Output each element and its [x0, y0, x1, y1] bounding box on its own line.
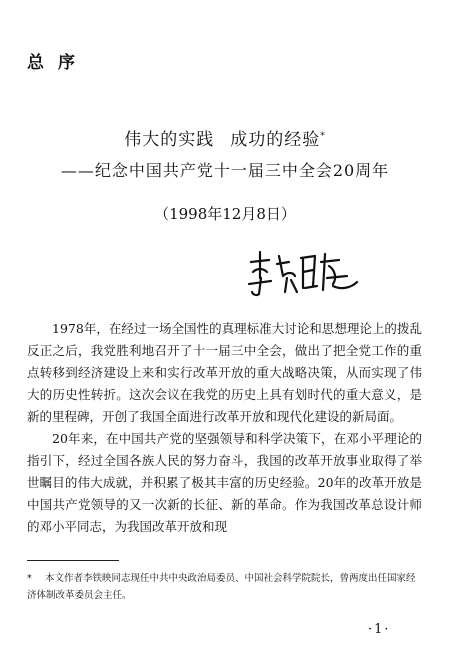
article-title-part2: 成功的经验	[230, 130, 321, 150]
footnote	[27, 570, 422, 604]
article-date: （1998年12月8日）	[154, 205, 296, 223]
article-title-part1: 伟大的实践	[124, 130, 215, 150]
body-paragraph-1: 1978年，在经过一场全国性的真理标准大讨论和思想理论上的拨乱反正之后，我党胜利地召开了十一届三中全会，做出了把全党工作的重点转移到经济建设上来和实行改革开放的重大战略决策，从而实现了伟大的历史性转折。这次会议在我党的历史上具有划时代的重大意义，是新的里程碑，开创了我国全面进行改革开放和现代化建设的新局面。	[27, 321, 422, 424]
article-subtitle: ——纪念中国共产党十一届三中全会20周年	[60, 161, 390, 180]
article-title	[0, 125, 450, 150]
footnote-divider	[27, 560, 119, 561]
footnote-reference-mark: *	[320, 131, 326, 142]
page-number: ·1·	[368, 622, 391, 637]
handwritten-signature	[243, 248, 363, 298]
section-heading: 总序	[27, 53, 89, 73]
signature-image	[243, 248, 363, 298]
footnote-text: 本文作者李铁映同志现任中共中央政治局委员、中国社会科学院院长，曾两度出任国家经济体制改革委员会主任。	[27, 573, 416, 601]
footnote-mark: *	[27, 573, 32, 584]
body-paragraph-2: 20年来，在中国共产党的坚强领导和科学决策下，在邓小平理论的指引下，经过全国各族人民的努力奋斗，我国的改革开放事业取得了举世瞩目的伟大成就，并积累了极其丰富的历史经验。20年的改革开放是中国共产党领导的又一次新的长征、新的革命。作为我国改革总设计师的邓小平同志，为我国改革开放和现	[27, 431, 422, 534]
body-text	[27, 318, 422, 538]
